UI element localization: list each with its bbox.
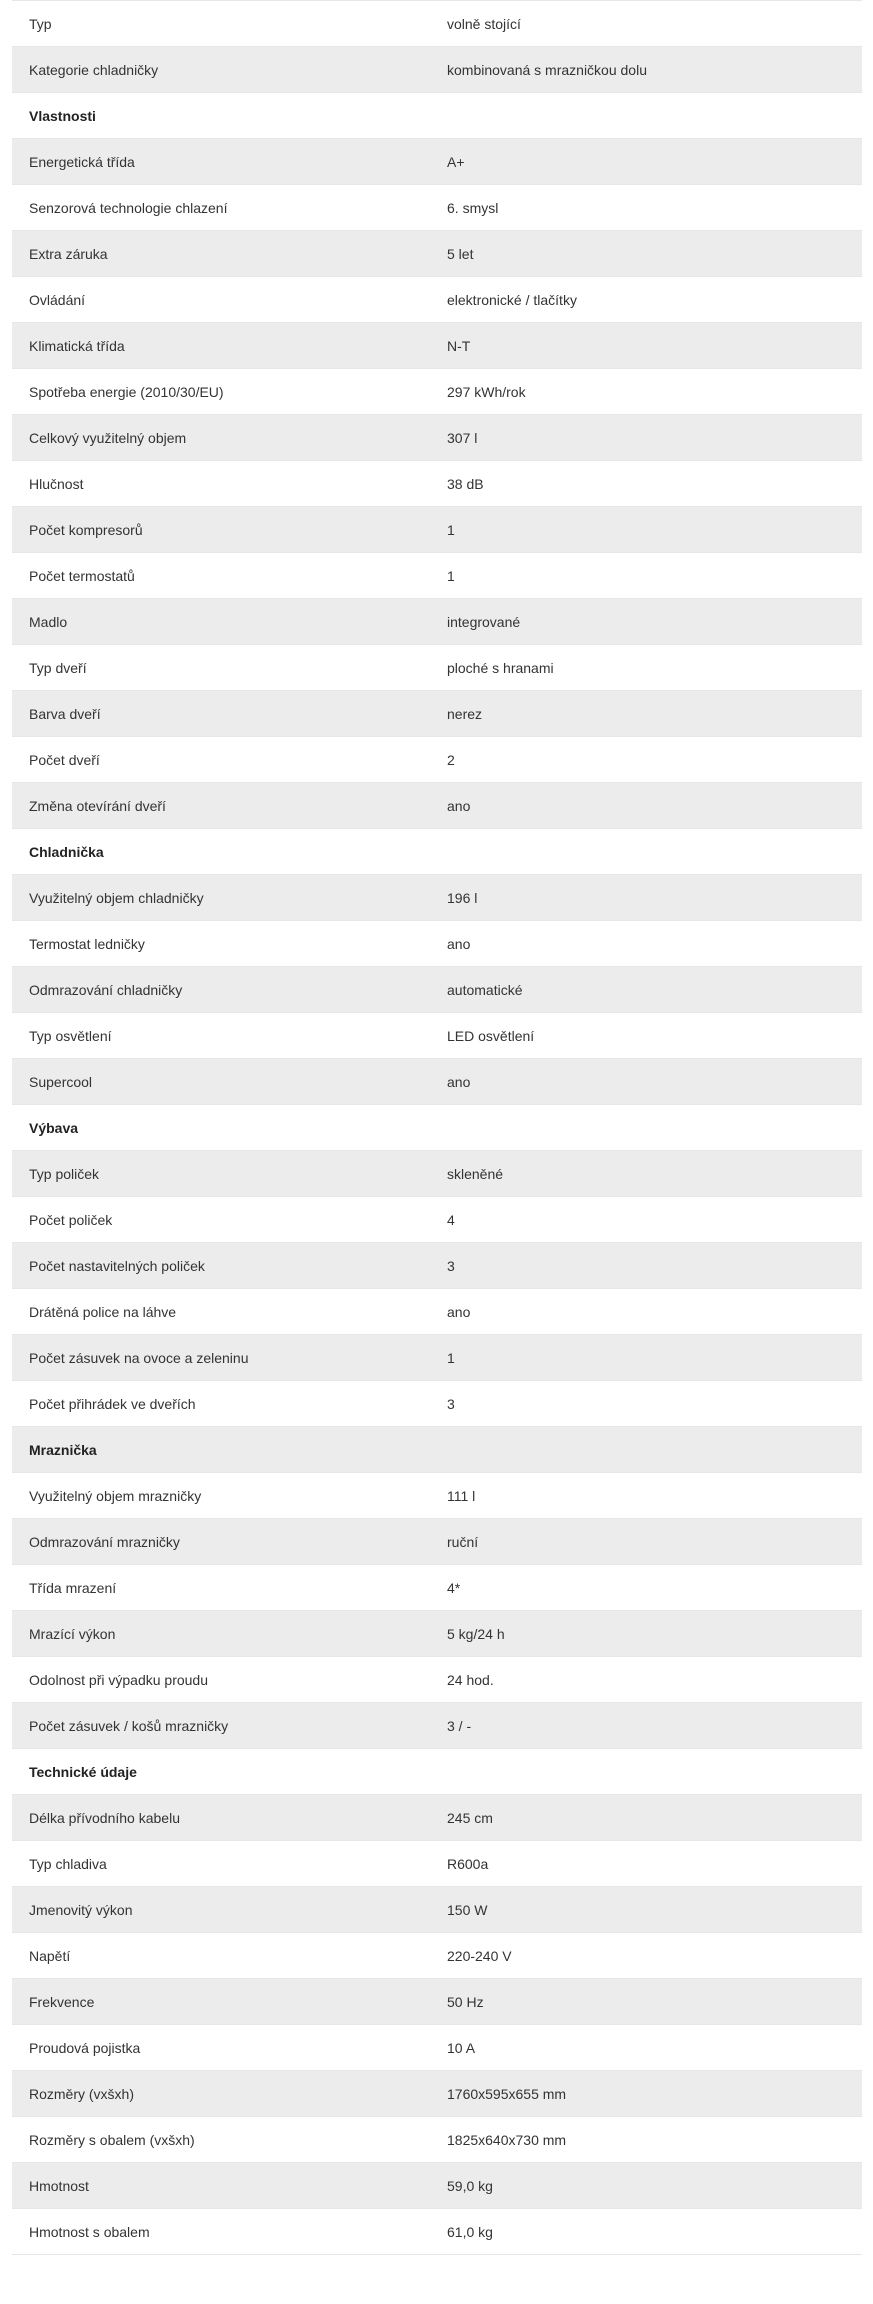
spec-value: 245 cm: [447, 1809, 493, 1826]
spec-value: 220-240 V: [447, 1947, 512, 1964]
section-header-row: [12, 829, 862, 875]
spec-label: Barva dveří: [29, 705, 101, 722]
spec-label: Odolnost při výpadku proudu: [29, 1671, 208, 1688]
spec-row: [12, 507, 862, 553]
spec-label: Supercool: [29, 1073, 93, 1090]
spec-row: [12, 1795, 862, 1841]
spec-label: Typ chladiva: [29, 1855, 107, 1872]
spec-value: 1: [447, 567, 455, 584]
spec-label: Rozměry s obalem (vxšxh): [29, 2131, 195, 2148]
spec-label: Hmotnost: [29, 2177, 89, 2194]
spec-value: ploché s hranami: [447, 659, 554, 676]
section-header-row: [12, 1427, 862, 1473]
spec-row: [12, 2117, 862, 2163]
spec-label: Využitelný objem mrazničky: [29, 1487, 202, 1504]
spec-value: N-T: [447, 337, 471, 354]
spec-row: [12, 1013, 862, 1059]
spec-label: Počet kompresorů: [29, 521, 143, 538]
spec-value: automatické: [447, 981, 523, 998]
spec-label: Rozměry (vxšxh): [29, 2085, 135, 2102]
spec-label: Hlučnost: [29, 475, 84, 492]
spec-row: [12, 875, 862, 921]
spec-row: [12, 2025, 862, 2071]
spec-row: [12, 1059, 862, 1105]
spec-label: Klimatická třída: [29, 337, 125, 354]
spec-label: Hmotnost s obalem: [29, 2223, 150, 2240]
spec-row: [12, 1473, 862, 1519]
spec-label: Počet zásuvek / košů mrazničky: [29, 1717, 229, 1734]
spec-value: 4: [447, 1211, 455, 1228]
spec-value: 4*: [447, 1579, 461, 1596]
spec-row: [12, 1197, 862, 1243]
spec-row: [12, 1887, 862, 1933]
spec-row: [12, 599, 862, 645]
spec-value: 1: [447, 521, 455, 538]
spec-value: 6. smysl: [447, 199, 499, 216]
spec-row: [12, 415, 862, 461]
spec-value: skleněné: [447, 1165, 504, 1182]
section-title: Chladnička: [29, 843, 104, 860]
spec-value: 3: [447, 1257, 455, 1274]
spec-label: Počet zásuvek na ovoce a zeleninu: [29, 1349, 249, 1366]
spec-label: Počet termostatů: [29, 567, 135, 584]
section-title: Vlastnosti: [29, 107, 96, 124]
spec-row: [12, 277, 862, 323]
spec-value: 24 hod.: [447, 1671, 494, 1688]
spec-row: [12, 921, 862, 967]
spec-label: Typ poliček: [29, 1165, 100, 1182]
spec-label: Termostat ledničky: [29, 935, 145, 952]
spec-label: Odmrazování mrazničky: [29, 1533, 180, 1550]
spec-value: 59,0 kg: [447, 2177, 493, 2194]
spec-row: [12, 967, 862, 1013]
section-header-row: [12, 1105, 862, 1151]
spec-label: Jmenovitý výkon: [29, 1901, 133, 1918]
spec-row: [12, 1657, 862, 1703]
section-header-row: [12, 93, 862, 139]
spec-value: 150 W: [447, 1901, 488, 1918]
spec-value: ano: [447, 1303, 471, 1320]
spec-value: 10 A: [447, 2039, 476, 2056]
spec-row: [12, 691, 862, 737]
spec-label: Madlo: [29, 613, 68, 630]
spec-label: Typ dveří: [29, 659, 87, 676]
spec-value: 111 l: [447, 1487, 476, 1504]
spec-row: [12, 1565, 862, 1611]
spec-label: Proudová pojistka: [29, 2039, 141, 2056]
spec-row: [12, 1979, 862, 2025]
spec-label: Mrazící výkon: [29, 1625, 116, 1642]
spec-row: [12, 1, 862, 47]
spec-row: [12, 1703, 862, 1749]
spec-row: [12, 323, 862, 369]
spec-label: Typ osvětlení: [29, 1027, 112, 1044]
spec-value: 307 l: [447, 429, 478, 446]
spec-value: 61,0 kg: [447, 2223, 493, 2240]
spec-value: 196 l: [447, 889, 478, 906]
spec-value: 2: [447, 751, 455, 768]
spec-label: Odmrazování chladničky: [29, 981, 183, 998]
spec-label: Změna otevírání dveří: [29, 797, 166, 814]
spec-label: Drátěná police na láhve: [29, 1303, 177, 1320]
spec-label: Počet poliček: [29, 1211, 113, 1228]
spec-row: [12, 139, 862, 185]
spec-label: Počet přihrádek ve dveřích: [29, 1395, 196, 1412]
spec-row: [12, 783, 862, 829]
spec-label: Energetická třída: [29, 153, 135, 170]
spec-row: [12, 1243, 862, 1289]
spec-value: elektronické / tlačítky: [447, 291, 577, 308]
spec-label: Celkový využitelný objem: [29, 429, 187, 446]
spec-row: [12, 1151, 862, 1197]
spec-row: [12, 47, 862, 93]
spec-value: ano: [447, 1073, 471, 1090]
spec-value: 3 / -: [447, 1717, 472, 1734]
spec-label: Délka přívodního kabelu: [29, 1809, 180, 1826]
spec-row: [12, 185, 862, 231]
spec-row: [12, 2209, 862, 2255]
spec-row: [12, 1381, 862, 1427]
spec-row: [12, 1519, 862, 1565]
spec-row: [12, 1933, 862, 1979]
spec-row: [12, 1611, 862, 1657]
spec-value: 3: [447, 1395, 455, 1412]
spec-value: 50 Hz: [447, 1993, 484, 2010]
spec-label: Napětí: [29, 1947, 71, 1964]
spec-row: [12, 1289, 862, 1335]
spec-row: [12, 2071, 862, 2117]
spec-label: Počet dveří: [29, 751, 100, 768]
spec-row: [12, 737, 862, 783]
spec-value: ano: [447, 935, 471, 952]
spec-row: [12, 2163, 862, 2209]
spec-label: Využitelný objem chladničky: [29, 889, 204, 906]
spec-value: volně stojící: [447, 15, 521, 32]
spec-label: Extra záruka: [29, 245, 108, 262]
spec-label: Kategorie chladničky: [29, 61, 159, 78]
spec-label: Spotřeba energie (2010/30/EU): [29, 383, 224, 400]
spec-label: Frekvence: [29, 1993, 95, 2010]
spec-row: [12, 461, 862, 507]
spec-value: R600a: [447, 1855, 489, 1872]
spec-value: nerez: [447, 705, 483, 722]
spec-value: 5 kg/24 h: [447, 1625, 505, 1642]
spec-label: Typ: [29, 15, 52, 32]
section-title: Mraznička: [29, 1441, 97, 1458]
spec-value: ano: [447, 797, 471, 814]
spec-row: [12, 1841, 862, 1887]
spec-value: 5 let: [447, 245, 474, 262]
spec-row: [12, 231, 862, 277]
spec-table: [12, 0, 862, 2255]
spec-row: [12, 645, 862, 691]
section-title: Výbava: [29, 1119, 79, 1136]
spec-value: 1760x595x655 mm: [447, 2085, 567, 2102]
spec-value: 297 kWh/rok: [447, 383, 526, 400]
spec-row: [12, 553, 862, 599]
spec-label: Senzorová technologie chlazení: [29, 199, 228, 216]
spec-row: [12, 1335, 862, 1381]
spec-label: Třída mrazení: [29, 1579, 117, 1596]
section-title: Technické údaje: [29, 1763, 137, 1780]
spec-value: 1: [447, 1349, 455, 1366]
spec-label: Počet nastavitelných poliček: [29, 1257, 205, 1274]
spec-value: LED osvětlení: [447, 1027, 535, 1044]
spec-value: A+: [447, 153, 465, 170]
spec-value: integrované: [447, 613, 521, 630]
spec-value: kombinovaná s mrazničkou dolu: [447, 61, 647, 78]
spec-row: [12, 369, 862, 415]
spec-value: 1825x640x730 mm: [447, 2131, 567, 2148]
spec-label: Ovládání: [29, 291, 86, 308]
spec-value: ruční: [447, 1533, 479, 1550]
section-header-row: [12, 1749, 862, 1795]
spec-value: 38 dB: [447, 475, 484, 492]
